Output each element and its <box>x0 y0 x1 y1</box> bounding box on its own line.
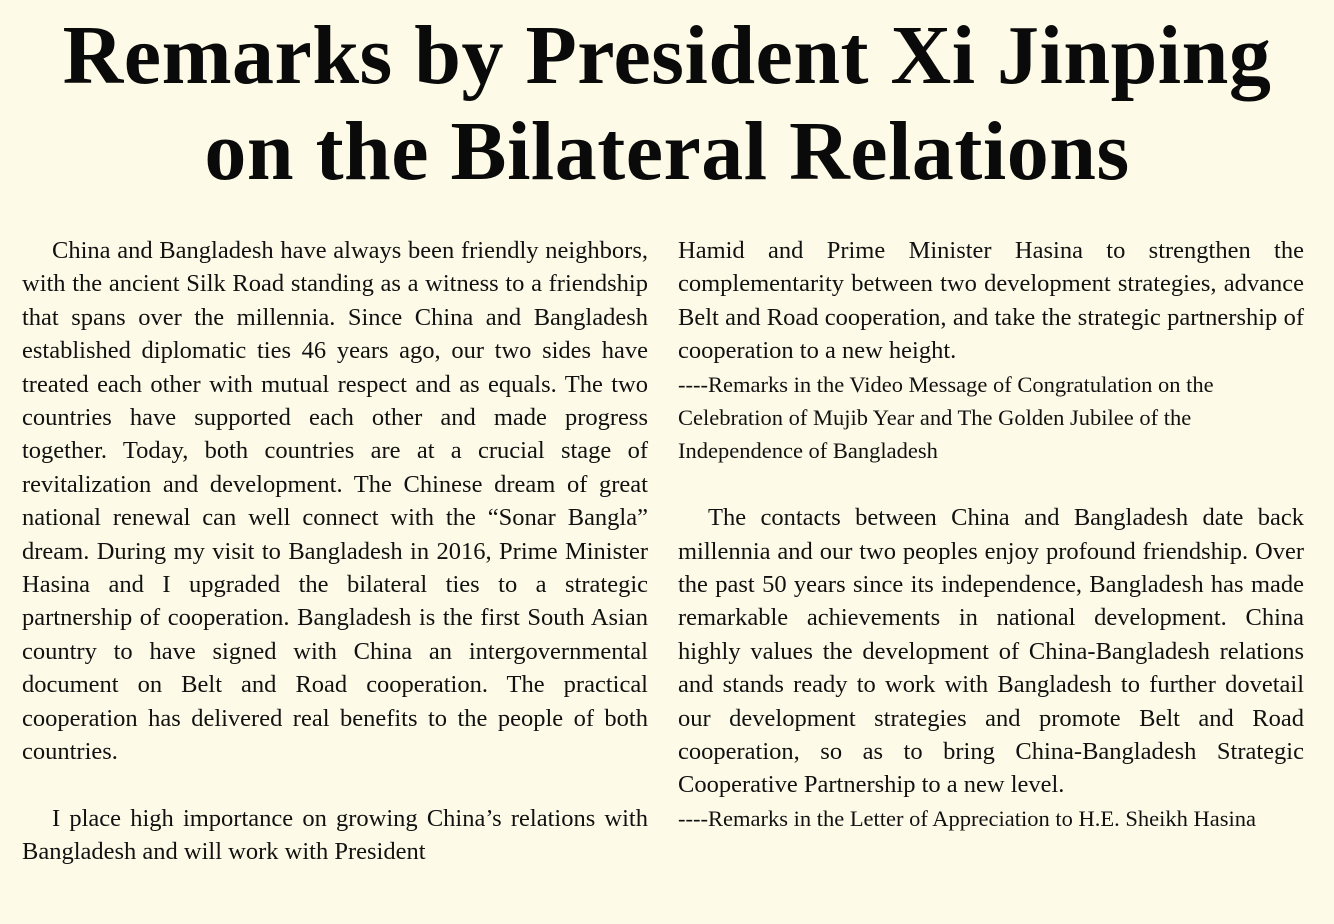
paragraph-2-end: Hamid and Prime Minister Hasina to strengthen the complementarity between two development strategies, advance Belt and Road cooperation, and take the strategic partnership of cooperation to a new height. <box>678 237 1304 365</box>
paragraph-spacer <box>22 769 648 802</box>
paragraph-1: China and Bangladesh have always been friendly neighbors, with the ancient Silk Road standing as a witness to a friendship that spans over the millennia. Since China and Bangladesh established diplomatic ties 46 years ago, our two sides have treated each other with mutual respect and as equals. The two countries have supported each other and made progress together. Today, both countries are at a crucial stage of revitalization and development. The Chinese dream of great national renewal can well connect with the “Sonar Bangla” dream. During my visit to Bangladesh in 2016, Prime Minister Hasina and I upgraded the bilateral ties to a strategic partnership of cooperation. Bangladesh is the first South Asian country to have signed with China an intergovernmental document on Belt and Road cooperation. The practical cooperation has delivered real benefits to the people of both countries. <box>22 237 648 766</box>
title-line-1: Remarks by President Xi Jinping <box>62 9 1272 102</box>
article-body <box>22 234 1304 869</box>
source-note-2: ----Remarks in the Letter of Appreciation to H.E. Sheikh Hasina <box>678 805 1256 831</box>
paragraph-2-start: I place high importance on growing China’s relations with Bangladesh and will work with President <box>22 804 648 866</box>
article-title <box>0 0 1334 200</box>
right-column <box>678 234 1304 869</box>
left-column <box>22 234 648 869</box>
source-note-1: ----Remarks in the Video Message of Congratulation on the Celebration of Mujib Year and The Golden Jubilee of the Independence of Bangladesh <box>678 371 1214 464</box>
title-line-2: on the Bilateral Relations <box>204 105 1130 198</box>
paragraph-3: The contacts between China and Bangladesh date back millennia and our two peoples enjoy profound friendship. Over the past 50 years since its independence, Bangladesh has made remarkable achievements in national development. China highly values the development of China-Bangladesh relations and stands ready to work with Bangladesh to further dovetail our development strategies and promote Belt and Road cooperation, so as to bring China-Bangladesh Strategic Cooperative Partnership to a new level. <box>678 504 1304 799</box>
paragraph-spacer <box>678 468 1304 501</box>
